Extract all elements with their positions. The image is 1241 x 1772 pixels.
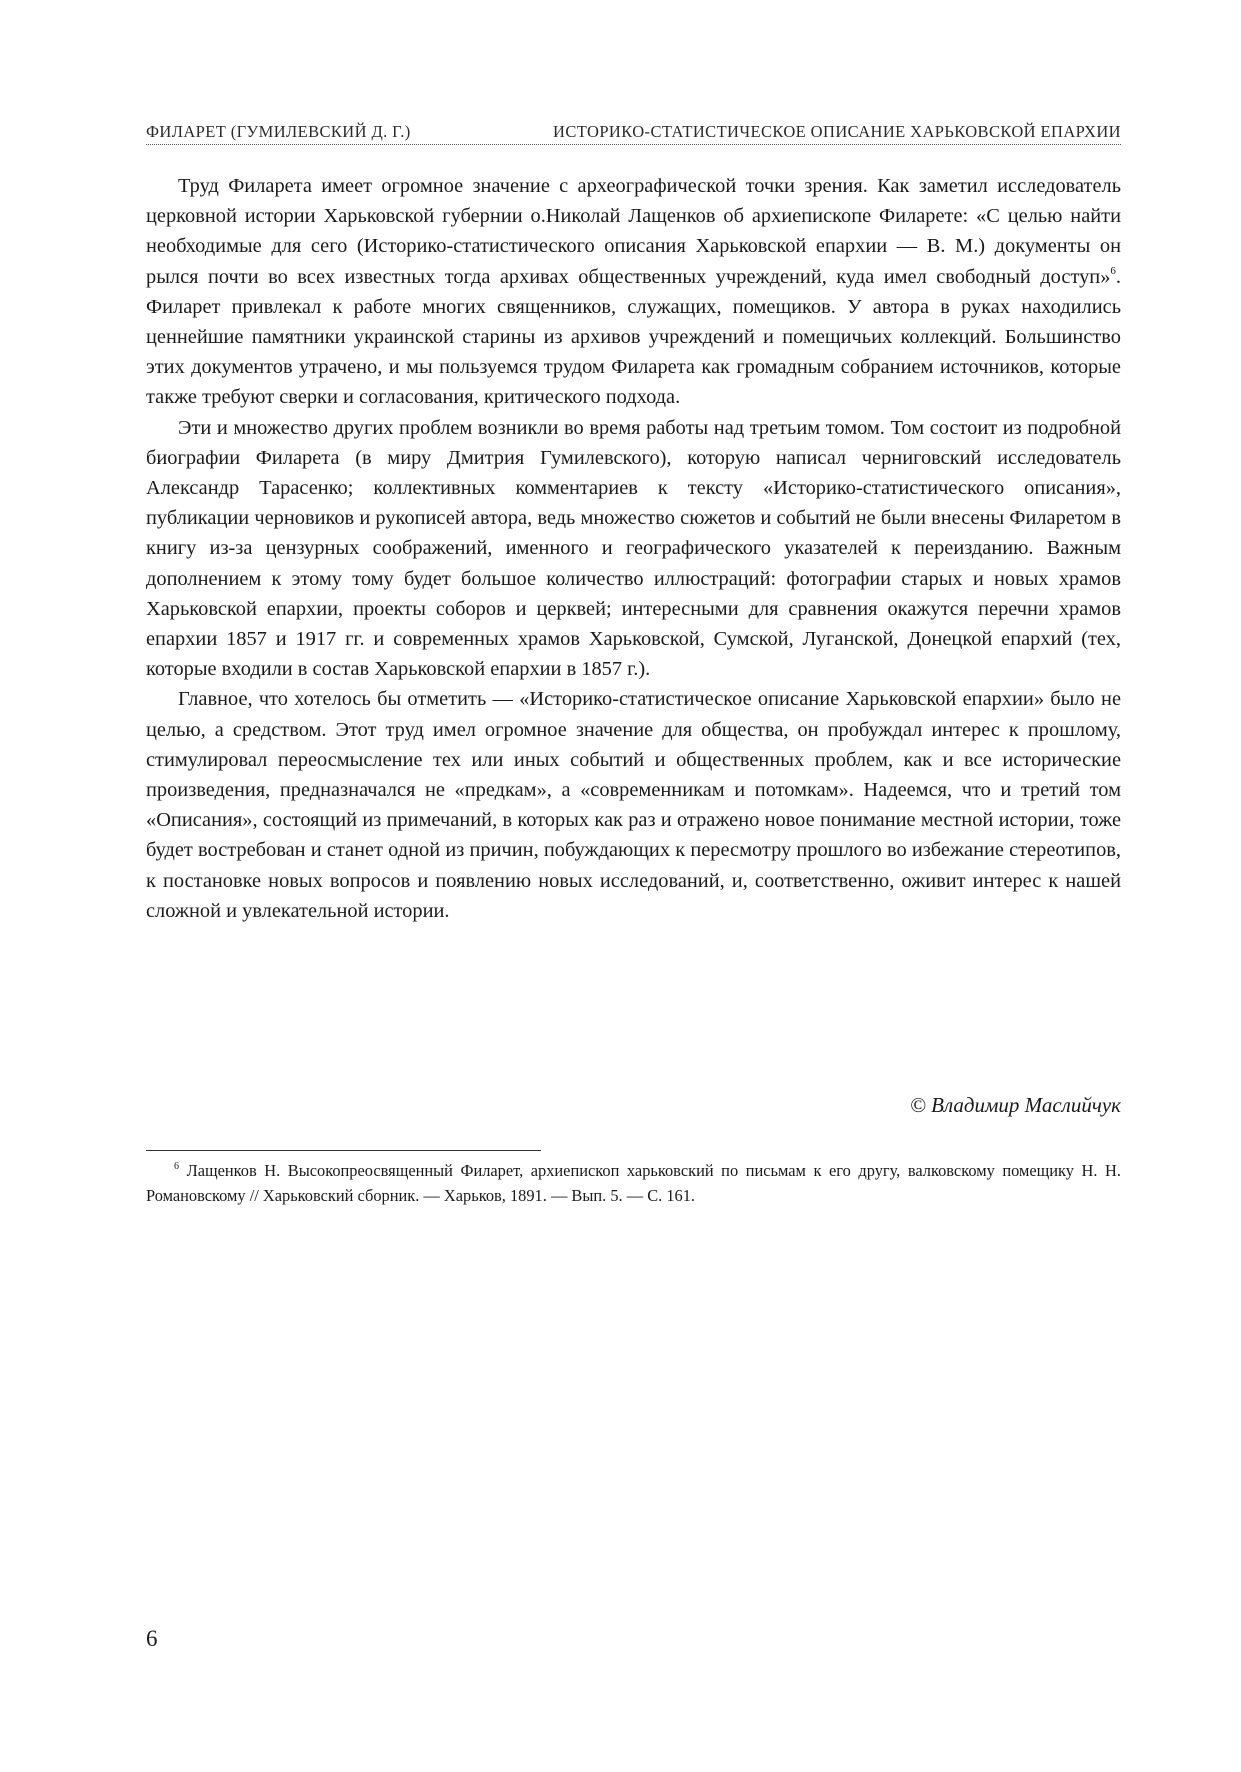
page-number: 6 (146, 1626, 158, 1651)
paragraph-1 (146, 171, 1121, 413)
header-title: ИСТОРИКО-СТАТИСТИЧЕСКОЕ ОПИСАНИЕ ХАРЬКОВСКОЙ ЕПАРХИИ (553, 122, 1121, 141)
paragraph-1-text: Труд Филарета имеет огромное значение с археографической точки зрения. Как заметил исследователь церковной истории Харьковской губернии о.Николай Лащенков об архиепископе Филарете: «С целью найти необходимые для сего (Историко-статистического описания Харьковской епархии — В. М.) документы он рылся почти во всех известных тогда архивах общественных учреждений, куда имел свободный доступ» (146, 175, 1121, 288)
footnote-divider (146, 1150, 541, 1151)
paragraph-2: Эти и множество других проблем возникли во время работы над третьим томом. Том состоит из подробной биографии Филарета (в миру Дмитрия Гумилевского), которую написал черниговский исследователь Александр Тарасенко; коллективных комментариев к тексту «Историко-статистического описания», публикации черновиков и рукописей автора, ведь множество сюжетов и событий не были внесены Филаретом в книгу из-за цензурных соображений, именного и географического указателей к переизданию. Важным дополнением к этому тому будет большое количество иллюстраций: фотографии старых и новых храмов Харьковской епархии, проекты соборов и церквей; интересными для сравнения окажутся перечни храмов епархии 1857 и 1917 гг. и современных храмов Харьковской, Сумской, Луганской, Донецкой епархий (тех, которые входили в состав Харьковской епархии в 1857 г.). (146, 416, 1121, 681)
footnote-number: 6 (174, 1161, 179, 1172)
footnote-reference: 6 (1110, 264, 1116, 277)
header-author: ФИЛАРЕТ (ГУМИЛЕВСКИЙ Д. Г.) (146, 122, 411, 141)
paragraph-1-continuation: . Филарет привлекал к работе многих священников, служащих, помещиков. У автора в руках находились ценнейшие памятники украинской старины из архивов учреждений и помещичьих коллекций. Большинство этих документов утрачено, и мы пользуемся трудом Филарета как громадным собранием источников, которые также требуют сверки и согласования, критического подхода. (146, 265, 1121, 409)
paragraph-3: Главное, что хотелось бы отметить — «Историко-статистическое описание Харьковской епархии» было не целью, а средством. Этот труд имел огромное значение для общества, он пробуждал интерес к прошлому, стимулировал переосмысление тех или иных событий и общественных проблем, как и все исторические произведения, предназначался не «предкам», а «современникам и потомкам». Надеемся, что и третий том «Описания», состоящий из примечаний, в которых как раз и отражено новое понимание местной истории, тоже будет востребован и станет одной из причин, побуждающих к пересмотру прошлого во избежание стереотипов, к постановке новых вопросов и появлению новых исследований, и, соответственно, оживит интерес к нашей сложной и увлекательной истории. (146, 688, 1121, 922)
footnote (146, 1158, 1121, 1208)
footnote-text: Лащенков Н. Высокопреосвященный Филарет, архиепископ харьковский по письмам к его другу, валковскому помещику Н. Н. Романовскому // Харьковский сборник. — Харьков, 1891. — Вып. 5. — С. 161. (146, 1161, 1121, 1205)
author-signature: © Владимир Маслийчук (909, 1093, 1121, 1117)
running-header (146, 118, 1121, 145)
main-text (146, 171, 1121, 926)
